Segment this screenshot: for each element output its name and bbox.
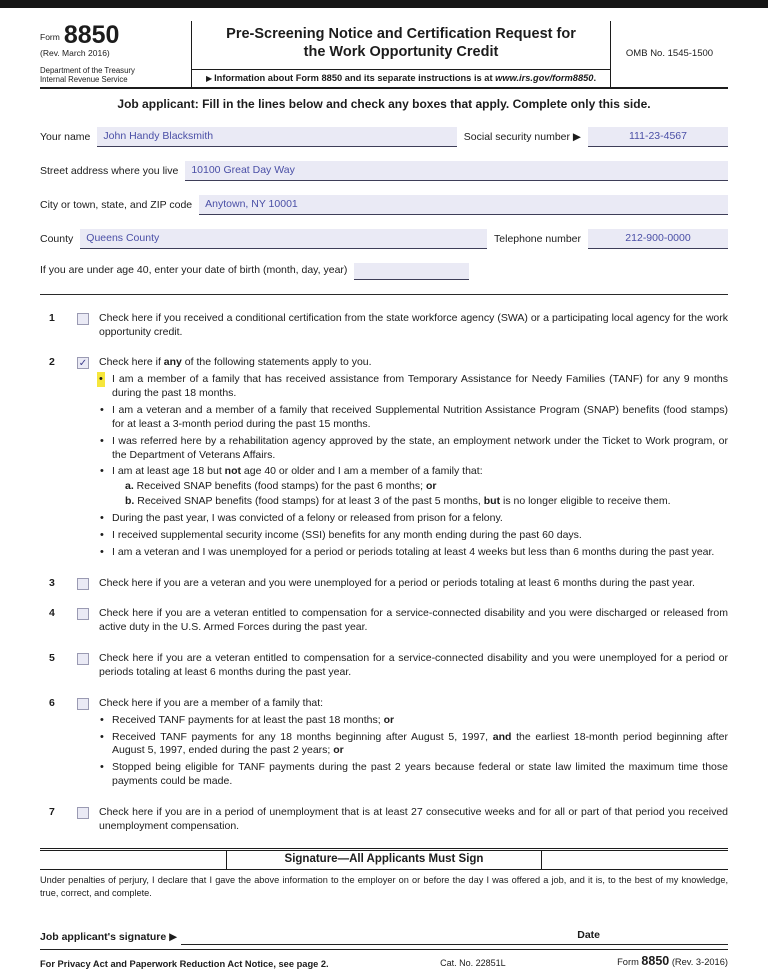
item-4-number: 4	[49, 607, 55, 620]
signature-line-row	[40, 928, 728, 946]
signature-input-line[interactable]	[181, 928, 728, 945]
item-5-checkbox[interactable]	[77, 653, 89, 665]
item-6	[40, 697, 728, 789]
bullet-item	[99, 714, 728, 728]
form-revision: (Rev. March 2016)	[40, 47, 110, 58]
item-7-number: 7	[49, 806, 55, 819]
item-1-number: 1	[49, 311, 55, 324]
dob-label: If you are under age 40, enter your date of birth (month, day, year)	[40, 263, 348, 276]
form-title-line2: the Work Opportunity Credit	[303, 44, 499, 61]
footer-rule	[40, 949, 728, 950]
name-input[interactable]: John Handy Blacksmith	[97, 127, 456, 147]
bullet-icon: •	[100, 528, 104, 541]
item-4-text: Check here if you are a veteran entitled to compensation for a service-connected disability and you were discharged or released from active duty in the U.S. Armed Forces during the past year.	[99, 607, 728, 634]
county-label: County	[40, 232, 74, 245]
item-3-number: 3	[49, 576, 55, 589]
city-input[interactable]: Anytown, NY 10001	[199, 195, 728, 215]
bullet-text: I am a veteran and I was unemployed for a period or periods totaling at least 4 weeks but less than 6 months during the past year.	[112, 545, 715, 558]
item-4-checkbox[interactable]	[77, 608, 89, 620]
bullet-icon: •	[100, 713, 104, 726]
sub-item-b: b. Received SNAP benefits (food stamps) for at least 3 of the past 5 months, but is no longer eligible to receive them.	[125, 495, 671, 508]
item-1	[40, 312, 728, 340]
bullet-item	[99, 512, 728, 526]
item-6-number: 6	[49, 696, 55, 709]
item-1-checkbox[interactable]	[77, 313, 89, 325]
item-3	[40, 577, 728, 591]
bullet-item	[99, 465, 728, 509]
form-header	[40, 21, 728, 89]
bullet-item	[99, 546, 728, 560]
perjury-statement: Under penalties of perjury, I declare that I gave the above information to the employer on or before the day I was offered a job, and it is, to the best of my knowledge, true, correct, and complete.	[40, 874, 728, 899]
agency-line1: Department of the Treasury	[40, 65, 135, 75]
form-word: Form	[40, 32, 60, 43]
form-reference	[617, 953, 728, 970]
section-divider	[40, 294, 728, 295]
item-5	[40, 652, 728, 680]
footer-revision: (Rev. 3-2016)	[671, 957, 728, 968]
name-row	[40, 127, 728, 147]
bullet-item	[99, 529, 728, 543]
form-id-block	[40, 21, 192, 87]
screenshot-top-edge	[0, 0, 768, 8]
bullet-text: I received supplemental security income (SSI) benefits for any month ending during the past 60 days.	[112, 528, 582, 541]
info-text: Information about Form 8850 and its separate instructions is at	[214, 72, 496, 83]
bullet-text: Received TANF payments for any 18 months beginning after August 5, 1997, and the earliest 18-month period beginning after August 5, 1997, ended during the past 2 years; or	[112, 730, 728, 757]
item-4	[40, 607, 728, 635]
item-6-bullets	[99, 714, 728, 789]
item-2-label: Check here if any of the following statements apply to you.	[99, 356, 372, 369]
omb-number: OMB No. 1545-1500	[610, 21, 728, 87]
ssn-input[interactable]: 111-23-4567	[588, 127, 728, 147]
item-5-number: 5	[49, 652, 55, 665]
footer-row	[40, 953, 728, 970]
county-row	[40, 229, 728, 249]
bullet-icon: •	[100, 434, 104, 447]
bullet-text: I am at least age 18 but not age 40 or older and I am a member of a family that:	[112, 465, 483, 478]
bullet-icon: •	[100, 545, 104, 558]
catalog-number: Cat. No. 22851L	[440, 958, 506, 969]
name-label: Your name	[40, 131, 91, 144]
signature-label: Job applicant's signature ▶	[40, 930, 178, 943]
item-7	[40, 806, 728, 834]
item-2	[40, 356, 728, 559]
item-2-checkbox[interactable]: ✓	[78, 358, 88, 370]
bullet-icon: •	[100, 403, 104, 416]
bullet-item	[99, 731, 728, 759]
footer-form-word: Form	[617, 957, 639, 968]
item-6-text	[99, 697, 728, 789]
bullet-text: Received TANF payments for at least the past 18 months; or	[112, 713, 395, 726]
item-1-text: Check here if you received a conditional certification from the state workforce agency (SWA) or a participating local agency for the work opportunity credit.	[99, 311, 728, 338]
item-7-checkbox[interactable]	[77, 807, 89, 819]
item-2-bullets	[99, 373, 728, 559]
item-3-text: Check here if you are a veteran and you were unemployed for a period or periods totaling at least 6 months during the past year.	[99, 576, 695, 589]
phone-label: Telephone number	[494, 232, 581, 245]
signature-header: Signature—All Applicants Must Sign	[226, 851, 543, 869]
item-6-label: Check here if you are a member of a family that:	[99, 696, 324, 709]
form-number: 8850	[63, 21, 120, 49]
bullet-text: Stopped being eligible for TANF payments during the past 2 years because federal or state law limited the maximum time those payments could be made.	[112, 761, 728, 788]
bullet-item	[99, 761, 728, 789]
form-title-line1: Pre-Screening Notice and Certification Request for	[226, 26, 576, 42]
info-suffix: .	[593, 72, 597, 83]
item-6-checkbox[interactable]	[77, 698, 89, 710]
bullet-item	[99, 435, 728, 463]
arrow-right-icon: ▶	[205, 73, 213, 83]
street-label: Street address where you live	[40, 165, 179, 178]
bullet-icon: •	[100, 511, 104, 524]
item-2-text	[99, 356, 728, 559]
sub-item-a: a. Received SNAP benefits (food stamps) for the past 6 months; or	[125, 480, 437, 493]
info-url: www.irs.gov/form8850	[495, 72, 594, 83]
bullet-text: I was referred here by a rehabilitation agency approved by the state, an employment network under the Ticket to Work program, or the Department of Veterans Affairs.	[112, 434, 728, 461]
bullet-text: I am a member of a family that has received assistance from Temporary Assistance for Needy Families (TANF) for any 9 months during the past 18 months.	[112, 373, 728, 400]
agency-line2: Internal Revenue Service	[40, 75, 128, 85]
item-3-checkbox[interactable]	[77, 578, 89, 590]
street-input[interactable]: 10100 Great Day Way	[185, 161, 728, 181]
instructions-info-line	[192, 69, 610, 88]
dob-row	[40, 263, 728, 280]
item-5-text: Check here if you are a veteran entitled to compensation for a service-connected disability and you were unemployed for a period or periods totaling at least 6 months during the past year.	[99, 652, 728, 678]
form-page	[0, 21, 768, 970]
dob-input[interactable]	[354, 263, 469, 280]
item-2-number: 2	[49, 356, 55, 369]
footer-form-number: 8850	[641, 954, 670, 969]
county-input[interactable]: Queens County	[80, 229, 487, 249]
bullet-icon: •	[100, 465, 104, 478]
form-title-block	[192, 21, 610, 87]
city-row	[40, 195, 728, 215]
privacy-notice: For Privacy Act and Paperwork Reduction Act Notice, see page 2.	[40, 958, 329, 969]
bullet-icon-highlighted: •	[99, 373, 103, 386]
bullet-icon: •	[100, 730, 104, 743]
form-number-line	[40, 21, 183, 49]
ssn-label: Social security number ▶	[463, 131, 581, 144]
bullet-icon: •	[100, 761, 104, 774]
street-row	[40, 161, 728, 181]
bullet-text: During the past year, I was convicted of a felony or released from prison for a felony.	[112, 511, 503, 524]
applicant-instruction-banner: Job applicant: Fill in the lines below and check any boxes that apply. Complete only this side.	[117, 97, 651, 112]
phone-input[interactable]: 212-900-0000	[588, 229, 728, 249]
date-label: Date	[577, 928, 600, 941]
city-label: City or town, state, and ZIP code	[40, 198, 193, 211]
signature-header-bar	[40, 850, 728, 870]
bullet-text: I am a veteran and a member of a family that received Supplemental Nutrition Assistance Program (SNAP) benefits (food stamps) for at least a 3-month period during the past 15 months.	[112, 403, 728, 430]
bullet-item	[99, 404, 728, 432]
form-title	[192, 21, 610, 69]
bullet-item	[99, 373, 728, 401]
item-7-text: Check here if you are in a period of unemployment that is at least 27 consecutive weeks and for all or part of that period you received unemployment compensation.	[99, 806, 728, 832]
